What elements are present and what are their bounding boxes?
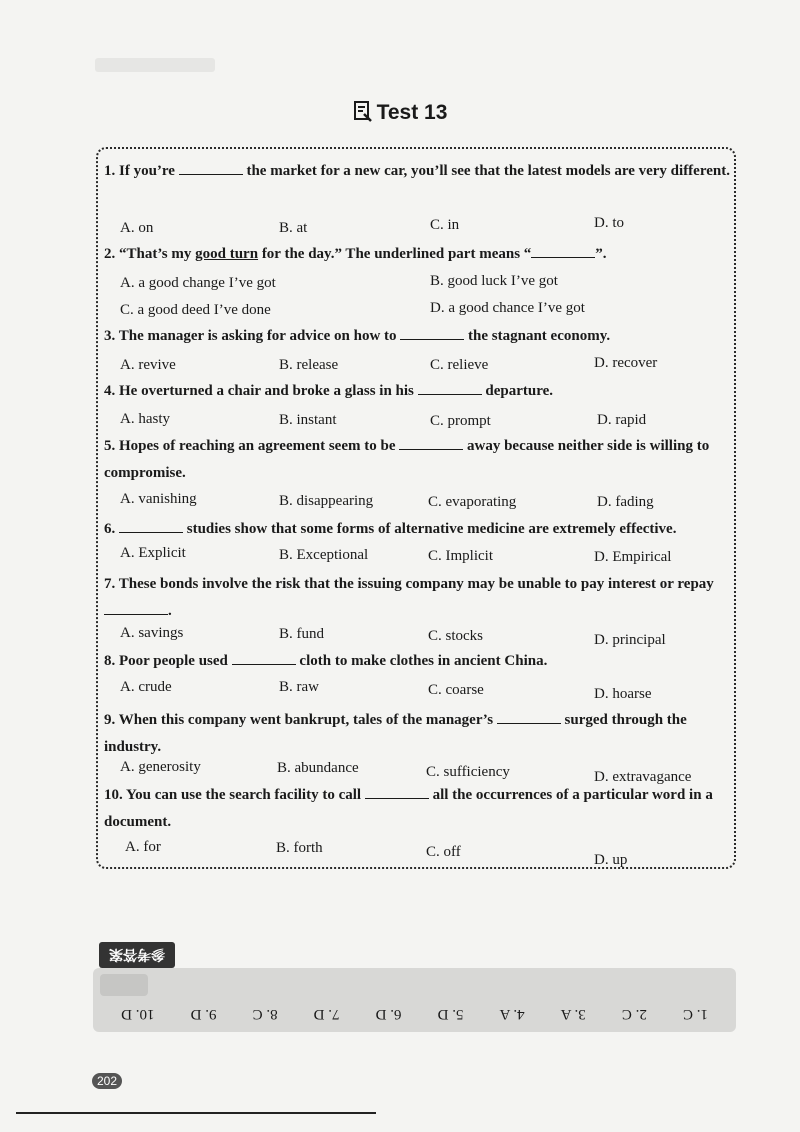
question-text: . [168,603,172,619]
question-2 [104,241,732,268]
question-text: ”. [595,246,607,262]
option-c: C. coarse [428,682,484,698]
question-7 [104,571,732,625]
question-number: 8. [104,653,116,669]
option-a: A. revive [120,357,176,373]
option-b: B. Exceptional [279,547,369,563]
option-d: D. fading [597,494,654,510]
question-text: for the day.” The underlined part means “ [261,246,532,262]
answer-item: 5. D [437,1006,464,1022]
question-number: 1. [104,163,116,179]
option-a: A. vanishing [120,491,197,507]
option-d: D. to [594,215,624,231]
option-b: B. at [279,220,308,236]
question-number: 10. [104,787,123,803]
option-c: C. prompt [430,413,491,429]
question-6 [104,516,732,543]
page-title [0,100,800,128]
question-text: Hopes of reaching an agreement seem to be [119,438,396,454]
answer-blank [119,518,183,533]
answer-item: 3. A [560,1006,586,1022]
question-9 [104,707,732,761]
question-text: surged through the industry. [104,712,687,755]
answer-item: 9. D [190,1006,217,1022]
option-d: D. a good chance I’ve got [430,300,585,316]
answer-blank [399,435,463,450]
option-b: B. release [279,357,339,373]
question-text: the market for a new car, you’ll see that the latest models are very different. [246,163,730,179]
question-text: the stagnant economy. [468,328,611,344]
question-text: These bonds involve the risk that the issuing company may be unable to pay interest or repay [118,576,714,592]
question-5 [104,433,732,487]
option-d: D. principal [594,632,666,648]
option-a: A. savings [120,625,184,641]
answer-key-tab [100,974,148,996]
question-number: 6. [104,521,116,537]
answer-item: 2. C [621,1006,647,1022]
question-text: studies show that some forms of alternative medicine are extremely effective. [186,521,677,537]
option-d: D. rapid [597,412,647,428]
underlined-phrase: good turn [195,246,259,262]
option-b: B. disappearing [279,493,374,509]
option-b: B. good luck I’ve got [430,273,558,289]
question-text: departure. [485,383,554,399]
question-text: When this company went bankrupt, tales of the manager’s [118,712,494,728]
question-8 [104,648,732,675]
answer-blank [531,243,595,258]
option-d: D. Empirical [594,549,672,565]
faded-header-mark [95,58,215,72]
option-b: B. abundance [277,760,359,776]
option-a: A. a good change I’ve got [120,275,276,291]
answer-item: 1. C [682,1006,708,1022]
title-text: Test 13 [376,101,448,124]
question-10 [104,782,732,836]
option-a: A. generosity [120,759,201,775]
answer-blank [418,380,482,395]
question-number: 2. [104,246,116,262]
option-b: B. raw [279,679,319,695]
answer-blank [232,650,296,665]
answer-item: 6. D [375,1006,402,1022]
footer-rule [16,1112,376,1114]
option-a: A. for [125,839,161,855]
answer-item: 10. D [121,1006,155,1022]
answer-blank [400,325,464,340]
answer-blank [104,600,168,615]
question-text: “That’s my [119,246,192,262]
question-text: He overturned a chair and broke a glass in his [119,383,414,399]
option-c: C. Implicit [428,548,493,564]
option-a: A. crude [120,679,172,695]
answer-item: 4. A [499,1006,525,1022]
option-d: D. recover [594,355,658,371]
answer-key-label: 参考答案 [99,942,175,968]
question-text: You can use the search facility to call [125,787,362,803]
question-number: 4. [104,383,116,399]
option-c: C. off [426,844,461,860]
question-1 [104,158,732,185]
question-text: all the occurrences of a particular word in a document. [104,787,713,830]
option-c: C. evaporating [428,494,517,510]
answer-item: 8. C [252,1006,278,1022]
question-number: 5. [104,438,116,454]
option-d: D. hoarse [594,686,652,702]
question-number: 7. [104,576,116,592]
option-a: A. Explicit [120,545,186,561]
option-c: C. relieve [430,357,489,373]
answer-item: 7. D [313,1006,340,1022]
answer-blank [365,784,429,799]
option-a: A. on [120,220,154,236]
answer-key-row [93,1005,736,1022]
option-b: B. instant [279,412,337,428]
option-c: C. stocks [428,628,484,644]
option-c: C. in [430,217,460,233]
test-icon [353,100,373,128]
option-d: D. up [594,852,628,868]
option-c: C. a good deed I’ve done [120,302,271,318]
answer-key [93,947,736,1032]
answer-blank [497,709,561,724]
question-text: away because neither side is willing to compromise. [104,438,710,481]
question-number: 9. [104,712,116,728]
question-text: If you’re [119,163,175,179]
question-4 [104,378,732,405]
question-text: cloth to make clothes in ancient China. [299,653,548,669]
option-d: D. extravagance [594,769,692,785]
question-number: 3. [104,328,116,344]
option-c: C. sufficiency [426,764,510,780]
question-text: Poor people used [119,653,228,669]
page-number: 202 [92,1073,122,1089]
option-b: B. fund [279,626,324,642]
answer-blank [179,160,243,175]
option-a: A. hasty [120,411,170,427]
option-b: B. forth [276,840,323,856]
question-text: The manager is asking for advice on how to [118,328,397,344]
question-3 [104,323,732,350]
